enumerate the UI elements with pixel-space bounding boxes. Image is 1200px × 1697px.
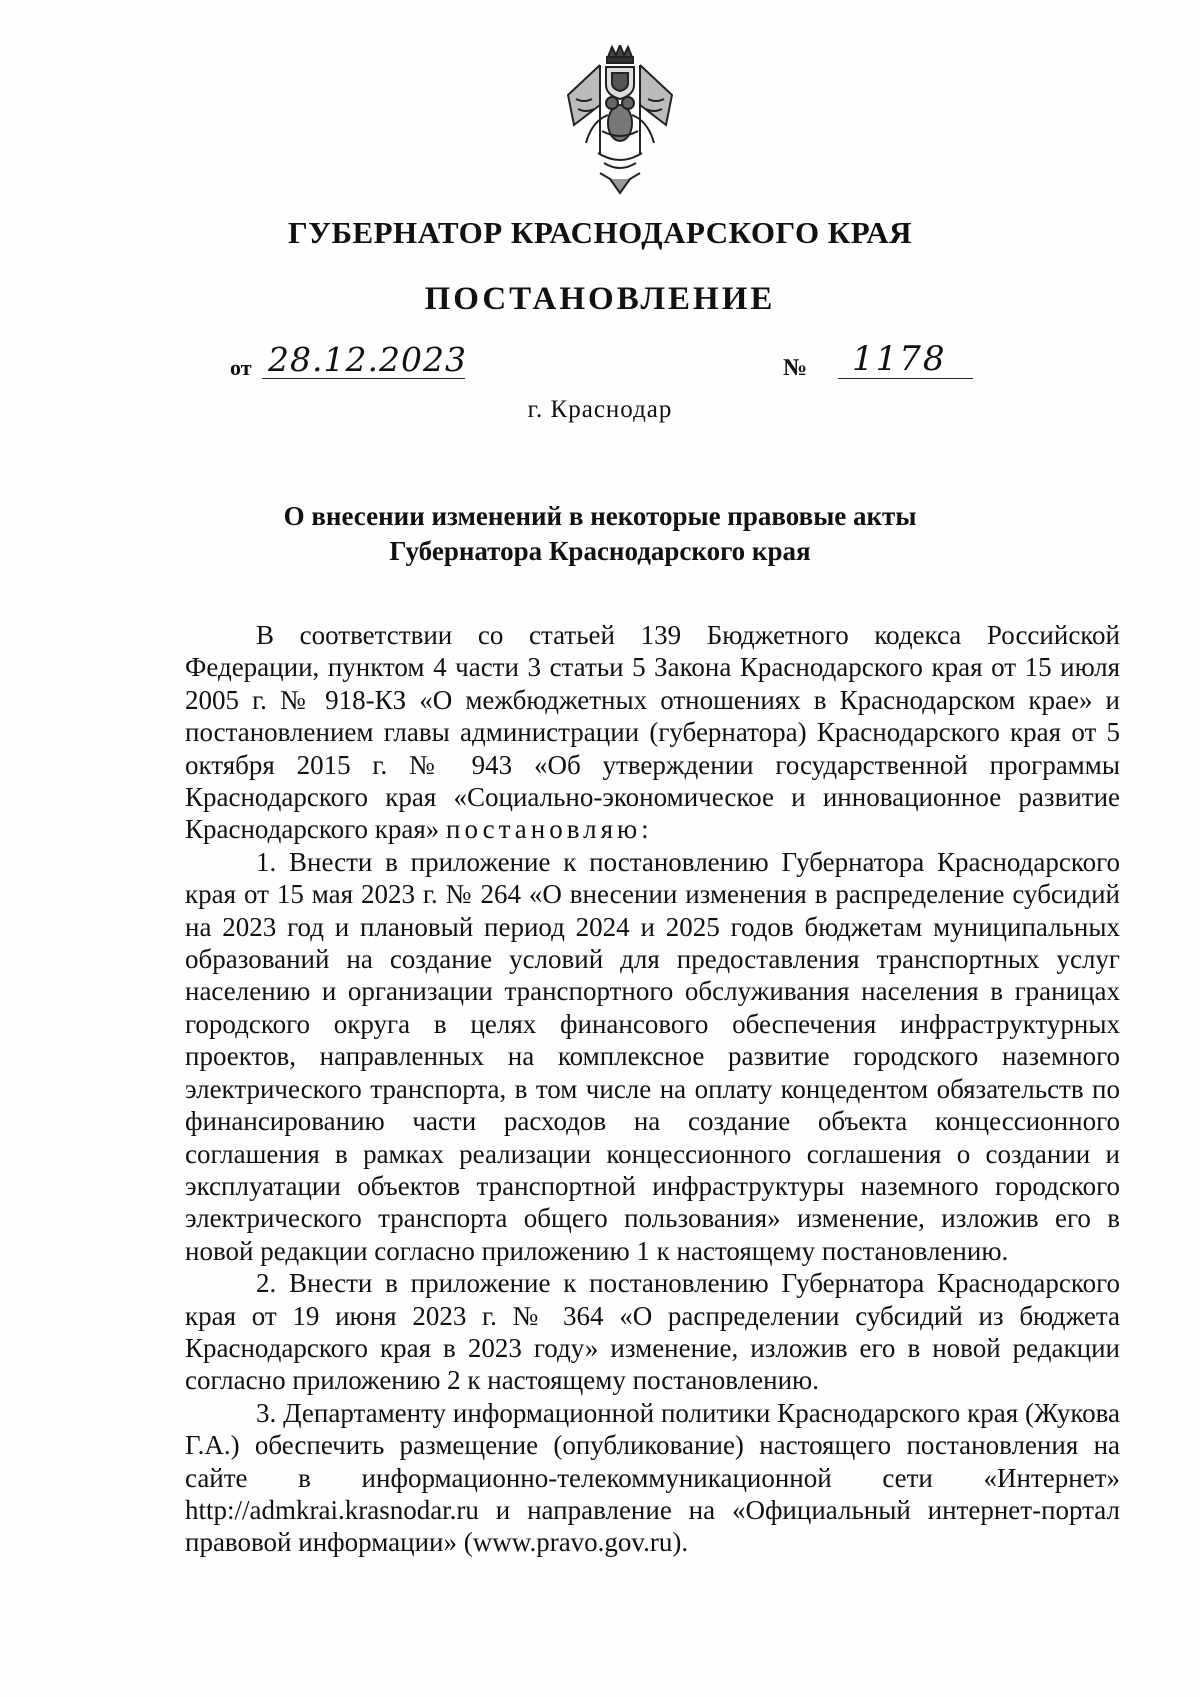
number-value: 1178 <box>852 339 947 379</box>
subject-line-2: Губернатора Краснодарского края <box>389 536 811 566</box>
date-value: 28.12.2023 <box>268 340 467 379</box>
decree-word: постановляю: <box>446 814 653 845</box>
city-line: г. Краснодар <box>527 396 673 423</box>
authority-title: ГУБЕРНАТОР КРАСНОДАРСКОГО КРАЯ <box>287 215 913 250</box>
document-type-title: ПОСТАНОВЛЕНИЕ <box>424 281 776 317</box>
number-underline <box>838 378 973 379</box>
preamble-text: В соответствии со статьей 139 Бюджетного кодекса Российской Федерации, пунктом 4 части 3 статьи 5 Закона Краснодарского края от 15 июля 2005 г. № 918-КЗ «О межбюджетных отношениях в Краснодарском крае» и постановлением главы администрации (губернатора) Краснодарского края от 5 октября 2015 г. № 943 «Об утверждении государственной программы Краснодарского края «Социально-экономическое и инновационное развитие Краснодарского края» <box>185 620 1120 845</box>
coat-of-arms-emblem <box>560 45 680 195</box>
preamble-paragraph <box>185 619 1120 846</box>
date-label: от <box>230 355 252 380</box>
number-label: № <box>783 355 808 381</box>
item-1-paragraph: 1. Внести в приложение к постановлению Губернатора Краснодарского края от 15 мая 2023 г. № 264 «О внесении изменения в распределение субсидий на 2023 год и плановый период 2024 и 2025 годов бюджетам муниципальных образований на создание условий для предоставления транспортных услуг населению и организации транспортного обслуживания населения в границах городского округа в целях финансового обеспечения инфраструктурных проектов, направленных на комплексное развитие городского наземного электрического транспорта, в том числе на оплату концедентом обязательств по финансированию части расходов на создание объекта концессионного соглашения в рамках реализации концессионного соглашения о создании и эксплуатации объектов транспортной инфраструктуры наземного городского электрического транспорта общего пользования» изменение, изложив его в новой редакции согласно приложению 1 к настоящему постановлению. <box>185 846 1120 1266</box>
document-subject <box>0 499 1200 569</box>
date-underline <box>262 378 465 379</box>
document-body <box>185 619 1120 1559</box>
item-3-paragraph: 3. Департаменту информационной политики Краснодарского края (Жукова Г.А.) обеспечить размещение (опубликование) настоящего постановления на сайте в информационно-телекоммуникационной сети «Интернет» http://admkrai.krasnodar.ru и направление на «Официальный интернет-портал правовой информации» (www.pravo.gov.ru). <box>185 1397 1120 1558</box>
item-2-paragraph: 2. Внести в приложение к постановлению Губернатора Краснодарского края от 19 июня 2023 г. № 364 «О распределении субсидий из бюджета Краснодарского края в 2023 году» изменение, изложив его в новой редакции согласно приложению 2 к настоящему постановлению. <box>185 1268 1120 1396</box>
subject-line-1: О внесении изменений в некоторые правовые акты <box>283 501 917 531</box>
